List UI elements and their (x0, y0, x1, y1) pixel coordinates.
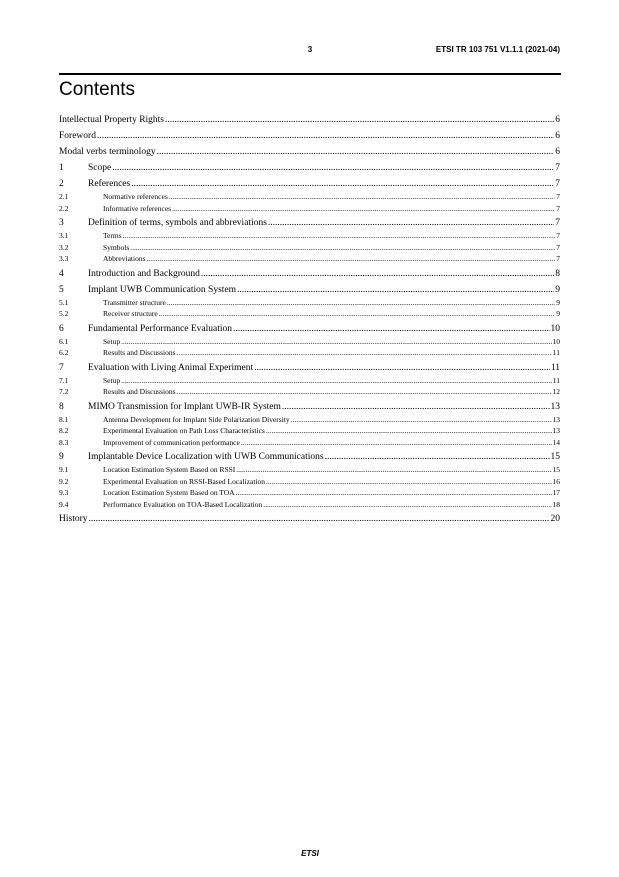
toc-entry-number: 9.3 (59, 488, 69, 497)
toc-entry-page: 13 (552, 414, 560, 424)
toc-dot-leader (167, 298, 555, 307)
toc-entry-number: 6.2 (59, 348, 69, 357)
toc-dot-leader (147, 254, 556, 263)
toc-entry[interactable] (59, 115, 560, 128)
footer-etsi: ETSI (301, 849, 319, 858)
toc-dot-leader (268, 218, 554, 228)
toc-dot-leader (201, 269, 554, 279)
toc-entry[interactable] (59, 438, 560, 450)
toc-entry[interactable] (59, 298, 560, 310)
toc-entry[interactable] (59, 452, 560, 465)
toc-entry[interactable] (59, 147, 560, 160)
toc-dot-leader (169, 192, 555, 201)
toc-entry-title: Setup (103, 336, 121, 346)
toc-entry[interactable] (59, 285, 560, 298)
toc-entry-page: 7 (555, 218, 560, 228)
toc-entry-page: 6 (555, 115, 560, 125)
toc-entry[interactable] (59, 402, 560, 415)
toc-entry-number: 9 (59, 452, 64, 462)
toc-entry-title: Performance Evaluation on TOA-Based Localization (103, 499, 263, 509)
toc-entry[interactable] (59, 204, 560, 216)
toc-entry-page: 8 (555, 268, 560, 279)
toc-entry-title: Intellectual Property Rights (59, 115, 165, 125)
toc-entry-number: 7.1 (59, 375, 69, 385)
toc-entry-number: 2.1 (59, 192, 69, 201)
toc-entry-title: Receiver structure (103, 309, 158, 318)
toc-entry-title: Modal verbs terminology (59, 147, 156, 157)
toc-entry-page: 7 (556, 231, 560, 240)
toc-entry-number: 7.2 (59, 387, 69, 396)
toc-dot-leader (112, 163, 554, 173)
header-page-number: 3 (307, 45, 313, 54)
toc-entry-title: Location Estimation System Based on TOA (103, 488, 235, 497)
toc-entry-page: 13 (550, 401, 560, 412)
toc-dot-leader (237, 285, 554, 295)
toc-entry-title: Experimental Evaluation on Path Loss Characteristics (103, 426, 265, 435)
toc-entry-number: 6 (59, 323, 64, 334)
toc-entry-title: Scope (88, 163, 112, 173)
toc-entry[interactable] (59, 465, 560, 477)
toc-entry[interactable] (59, 348, 560, 360)
toc-dot-leader (157, 147, 555, 157)
toc-dot-leader (282, 402, 550, 412)
toc-entry-page: 9 (555, 284, 560, 295)
header-document-id: ETSI TR 103 751 V1.1.1 (2021-04) (435, 45, 560, 54)
toc-entry-title: Antenna Development for Implant Side Polarization Diversity (103, 414, 290, 424)
toc-entry-page: 17 (552, 488, 560, 497)
toc-dot-leader (263, 500, 551, 509)
toc-dot-leader (233, 324, 549, 334)
toc-entry-page: 7 (556, 192, 560, 201)
toc-entry[interactable] (59, 415, 560, 427)
toc-entry-title: Definition of terms, symbols and abbreviations (88, 218, 267, 228)
toc-entry-page: 13 (552, 426, 560, 435)
toc-entry-title: Implant UWB Communication System (88, 284, 237, 295)
toc-entry-title: Abbreviations (103, 254, 146, 263)
toc-entry-page: 11 (552, 348, 560, 357)
toc-entry-title: Implantable Device Localization with UWB Communications (88, 452, 324, 462)
toc-entry[interactable] (59, 254, 560, 266)
toc-entry-number: 8 (59, 401, 64, 412)
toc-entry-title: Fundamental Performance Evaluation (88, 323, 233, 334)
toc-entry-number: 1 (59, 163, 64, 173)
toc-entry-title: History (59, 514, 88, 524)
toc-entry-title: Introduction and Background (88, 268, 200, 279)
toc-entry[interactable] (59, 218, 560, 231)
toc-entry[interactable] (59, 488, 560, 500)
toc-entry-page: 14 (552, 437, 560, 447)
toc-dot-leader (97, 131, 554, 141)
toc-entry-number: 5.1 (59, 297, 69, 307)
toc-entry-number: 4 (59, 268, 64, 279)
toc-entry-title: Terms (103, 231, 122, 240)
toc-entry-title: Location Estimation System Based on RSSI (103, 465, 236, 474)
toc-entry-page: 20 (550, 514, 560, 524)
toc-entry[interactable] (59, 514, 560, 527)
toc-entry-title: Normative references (103, 192, 168, 201)
toc-dot-leader (177, 387, 552, 396)
toc-dot-leader (131, 179, 554, 189)
toc-entry[interactable] (59, 269, 560, 282)
toc-entry-number: 9.2 (59, 476, 69, 486)
toc-dot-leader (254, 363, 550, 373)
toc-entry[interactable] (59, 337, 560, 349)
toc-entry-number: 3 (59, 218, 64, 228)
toc-entry-page: 9 (556, 309, 560, 318)
toc-entry[interactable] (59, 324, 560, 337)
toc-entry-page: 11 (550, 362, 560, 373)
toc-dot-leader (266, 426, 552, 435)
toc-entry-page: 7 (556, 203, 560, 213)
toc-entry-number: 3.3 (59, 254, 69, 263)
toc-dot-leader (241, 438, 552, 447)
toc-dot-leader (89, 514, 550, 524)
header-rule (59, 73, 561, 75)
toc-entry[interactable] (59, 387, 560, 399)
toc-entry[interactable] (59, 243, 560, 255)
toc-dot-leader (236, 488, 552, 497)
toc-entry-page: 10 (552, 336, 560, 346)
toc-entry-number: 3.1 (59, 231, 69, 240)
toc-entry-title: Transmitter structure (103, 297, 166, 307)
toc-entry-page: 12 (552, 387, 560, 396)
toc-dot-leader (130, 243, 555, 252)
toc-entry-title: Improvement of communication performance (103, 437, 240, 447)
toc-entry-title: Setup (103, 375, 121, 385)
toc-entry-title: Results and Discussions (103, 348, 176, 357)
toc-entry-number: 6.1 (59, 336, 69, 346)
toc-entry-page: 9 (556, 297, 560, 307)
toc-dot-leader (266, 477, 551, 486)
toc-entry-title: Experimental Evaluation on RSSI-Based Localization (103, 476, 266, 486)
toc-entry[interactable] (59, 131, 560, 144)
toc-entry-title: Evaluation with Living Animal Experiment (88, 362, 254, 373)
toc-dot-leader (172, 204, 555, 213)
toc-entry-page: 18 (552, 499, 560, 509)
toc-entry[interactable] (59, 477, 560, 489)
toc-entry-number: 2.2 (59, 203, 69, 213)
toc-dot-leader (121, 376, 552, 385)
toc-entry-page: 6 (555, 147, 560, 157)
toc-dot-leader (123, 231, 556, 240)
toc-entry-number: 5.2 (59, 309, 69, 318)
toc-entry[interactable] (59, 363, 560, 376)
toc-dot-leader (291, 415, 552, 424)
toc-entry-number: 8.1 (59, 414, 69, 424)
toc-entry-number: 8.2 (59, 426, 69, 435)
toc-entry-page: 15 (550, 452, 560, 462)
toc-entry-page: 6 (555, 131, 560, 141)
toc-entry-number: 5 (59, 284, 64, 295)
toc-entry-number: 2 (59, 179, 64, 189)
page-title: Contents (59, 79, 136, 100)
toc-entry[interactable] (59, 179, 560, 192)
toc-entry-number: 7 (59, 362, 64, 373)
toc-entry-page: 15 (552, 465, 560, 474)
toc-entry-title: Informative references (103, 203, 172, 213)
toc-entry-title: Foreword (59, 131, 96, 141)
toc-entry-title: Results and Discussions (103, 387, 176, 396)
toc-entry[interactable] (59, 500, 560, 512)
toc-entry-page: 7 (556, 254, 560, 263)
toc-entry[interactable] (59, 231, 560, 243)
toc-dot-leader (121, 337, 551, 346)
toc-entry[interactable] (59, 426, 560, 438)
toc-entry-page: 11 (552, 375, 560, 385)
toc-dot-leader (325, 452, 550, 462)
toc-entry-page: 16 (552, 476, 560, 486)
toc-dot-leader (165, 115, 554, 125)
toc-entry-title: MIMO Transmission for Implant UWB-IR System (88, 401, 281, 412)
toc-entry-title: Symbols (103, 242, 130, 252)
toc-entry-number: 3.2 (59, 242, 69, 252)
toc-entry-number: 8.3 (59, 437, 69, 447)
toc-entry-number: 9.1 (59, 465, 69, 474)
toc-entry[interactable] (59, 376, 560, 388)
table-of-contents (59, 115, 560, 527)
toc-entry[interactable] (59, 163, 560, 176)
toc-entry[interactable] (59, 309, 560, 321)
toc-entry[interactable] (59, 192, 560, 204)
toc-entry-page: 7 (556, 242, 560, 252)
toc-entry-page: 7 (555, 163, 560, 173)
toc-entry-page: 7 (555, 179, 560, 189)
toc-dot-leader (236, 465, 551, 474)
toc-dot-leader (177, 348, 552, 357)
toc-dot-leader (159, 309, 555, 318)
toc-entry-number: 9.4 (59, 499, 69, 509)
toc-entry-page: 10 (550, 323, 560, 334)
toc-entry-title: References (88, 179, 131, 189)
